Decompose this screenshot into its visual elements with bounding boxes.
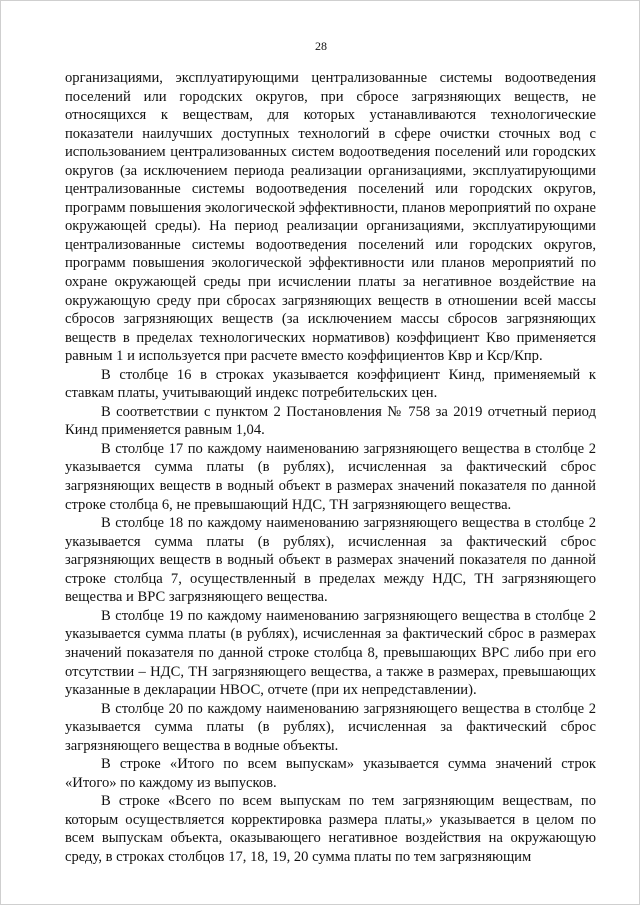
- paragraph-grand-total: В строке «Всего по всем выпускам по тем загрязняющим веществам, по которым осуществляется корректировка размера платы,» указывается в целом по всем выпускам объекта, оказывающего негативное воздействия на окружающую среду, в строках столбцов 17, 18, 19, 20 сумма платы по тем загрязняющим: [65, 793, 596, 865]
- paragraph-column-17: В столбце 17 по каждому наименованию загрязняющего вещества в столбце 2 указывается сумма платы (в рублях), исчисленная за фактический сброс загрязняющих веществ в водный объект в размерах значений показателя по данной строке столбца 6, не превышающий НДС, ТН загрязняющего вещества.: [65, 440, 596, 513]
- body-text: [65, 69, 596, 867]
- paragraph-column-18: В столбце 18 по каждому наименованию загрязняющего вещества в столбце 2 указывается сумма платы (в рублях), исчисленная за фактический сброс загрязняющих веществ в водный объект в размерах значений показателя по данной строке столбца 7, осуществленный в пределах между НДС, ТН загрязняющего вещества и ВРС загрязняющего вещества.: [65, 515, 596, 606]
- paragraph-resolution-758: В соответствии с пунктом 2 Постановления № 758 за 2019 отчетный период Кинд применяется равным 1,04.: [65, 403, 596, 439]
- page-number: 28: [315, 39, 327, 53]
- paragraph-column-20: В столбце 20 по каждому наименованию загрязняющего вещества в столбце 2 указывается сумма платы (в рублях), исчисленная за фактический сброс загрязняющего вещества в водные объекты.: [65, 700, 596, 754]
- paragraph-column-16: В столбце 16 в строках указывается коэффициент Кинд, применяемый к ставкам платы, учитывающий индекс потребительских цен.: [65, 366, 596, 402]
- paragraph-column-19: В столбце 19 по каждому наименованию загрязняющего вещества в столбце 2 указывается сумма платы (в рублях), исчисленная за фактический сброс в размерах значений показателя по данной строке столбца 8, превышающих ВРС либо при его отсутствии – НДС, ТН загрязняющего вещества, а также в размерах, превышающих указанные в декларации НВОС, отчете (при их непредставлении).: [65, 607, 596, 699]
- paragraph-continuation: организациями, эксплуатирующими централизованные системы водоотведения поселений или городских округов, при сбросе загрязняющих веществ, не относящихся к веществам, для которых устанавливаются технологические показатели наилучших доступных технологий в сфере очистки сточных вод с использованием централизованных систем водоотведения поселений или городских округов (за исключением периода реализации организациями, эксплуатирующими централизованные системы водоотведения поселений или городских округов, программ повышения экологической эффективности, планов мероприятий по охране окружающей среды). На период реализации организациями, эксплуатирующими централизованные системы водоотведения поселений или городских округов, программ повышения экологической эффективности или планов мероприятий по охране окружающей среды при исчислении платы за негативное воздействие на окружающую среду при сбросах загрязняющих веществ в отношении всей массы сбросов загрязняющих веществ (за исключением массы сбросов загрязняющих веществ в пределах технологических нормативов) коэффициент Кво применяется равным 1 и используется при расчете вместо коэффициентов Квр и Кср/Кпр.: [65, 70, 596, 365]
- paragraph-total-all-outlets: В строке «Итого по всем выпускам» указывается сумма значений строк «Итого» по каждому из выпусков.: [65, 756, 596, 791]
